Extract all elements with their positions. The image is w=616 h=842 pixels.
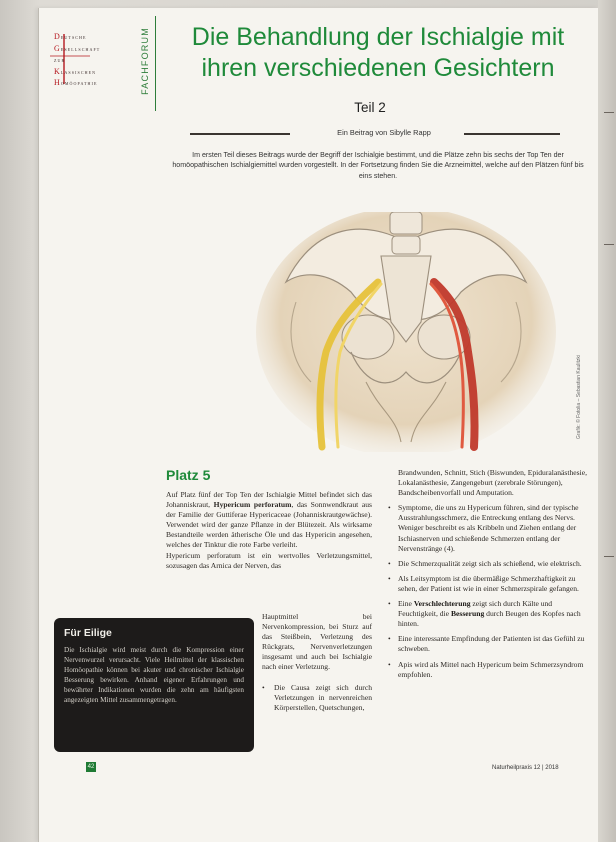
section-divider	[155, 16, 156, 111]
byline: Ein Beitrag von Sibylle Rapp	[337, 128, 431, 137]
bullet-item: • Eine interessante Empfindung der Patienten ist das Gefühl zu schweben.	[388, 634, 588, 654]
article-part: Teil 2	[354, 100, 386, 115]
logo-line: zur	[54, 57, 66, 64]
page-edge	[598, 0, 616, 842]
logo-line: Klassischen	[54, 66, 97, 76]
page-number: 42	[87, 764, 95, 770]
summary-box-title: Für Eilige	[64, 627, 112, 639]
section-label: FACHFORUM	[140, 27, 150, 95]
article-column-left	[166, 490, 372, 571]
paragraph: Hypericum perforatum ist ein wertvolles Verletzungsmittel, sozusagen das Arnica der Nerven, das	[166, 550, 372, 570]
bullet-item: • Symptome, die uns zu Hypericum führen, sind der typische Ausstrahlungsschmerz, die Entreckung entlang des Nervs. Weniger beschreibt es als Kribbeln und Ziehen entlang der Ischiasnerven und schießende Schmerzen entlang der Nervenstränge (4).	[388, 503, 588, 553]
article-intro: Im ersten Teil dieses Beitrags wurde der Begriff der Ischialgie bestimmt, und die Plätze zehn bis sechs der Top Ten der homöopathischen Ischialgiemittel wurden vorgestellt. In der Fortsetzung finden Sie die Arzneimittel, welche auf den Plätzen fünf bis eins stehen.	[172, 151, 584, 180]
article-column-right	[388, 468, 588, 685]
logo-line: Homöopathie	[54, 78, 98, 87]
pelvis-nerve-illustration	[256, 212, 556, 452]
article-title: Die Behandlung der Ischialgie mit ihren verschiedenen Gesichtern	[191, 23, 565, 82]
society-logo	[46, 30, 116, 87]
paragraph: Brandwunden, Schnitt, Stich (Biswunden, Epiduralanästhesie, Lokalanästhesie, Zangengeburt (zerebrale Störungen), Bandscheibenvorfall und Amputation.	[398, 468, 587, 498]
summary-box-text: Die Ischialgie wird meist durch die Kompression einer Nervenwurzel verursacht. Viele Heilmittel der klassischen Homöopathie können bei akuter und chronischer Ischialgie Besserung bewirken. Anhand eigener Erfahrungen und bewährter Indikationen wurden die zehn am häufigsten angezeigten Mittel zusammengetragen.	[64, 646, 244, 704]
bullet-item: • Die Causa zeigt sich durch Verletzungen in nervenreichen Körperstellen, Quetschungen,	[262, 683, 372, 713]
paragraph: Hauptmittel bei Nervenkompression, bei Sturz auf das Steißbein, Verletzung des Rückgrats, Nervenverletzungen insgesamt und auch bei Ischialgie nach einer Verletzung.	[262, 612, 372, 672]
bullet-item: • Eine Verschlechterung zeigt sich durch Kälte und Feuchtigkeit, die Besserung durch Beugen des Kopfes nach hinten.	[388, 599, 588, 629]
byline-row	[190, 127, 570, 141]
logo-line: Deutsche	[54, 32, 87, 41]
logo-line: Gesellschaft	[54, 43, 101, 53]
summary-box	[54, 618, 254, 752]
section-heading: Platz 5	[166, 467, 211, 483]
bullet-item: • Als Leitsymptom ist die übermäßige Schmerzhaftigkeit zu sehen, der Patient ist wie in einer Schmerzspirale gefangen.	[388, 574, 588, 594]
bullet-item: • Apis wird als Mittel nach Hypericum beim Schmerzsyndrom empfohlen.	[388, 660, 588, 680]
image-credit: Grafik: © Fotolia – Sebastian Kaulitzki	[576, 355, 582, 439]
journal-footer: Naturheilpraxis 12 | 2018	[492, 765, 559, 771]
article-column-left-continued	[262, 612, 372, 713]
paragraph: Auf Platz fünf der Top Ten der Ischialgie Mittel befindet sich das Johanniskraut, Hypericum perforatum, das Sonnwendkraut aus der Familie der Guttiferae Hypericaceae (Johanniskrautgewächse). Verwendet wird der ganze Pflanze in der Blütezeit. Als wirksame Bestandteile werden ätherische Öle und das Hypericin angesehen, welches der Tinktur die rote Farbe verleiht.	[166, 490, 372, 550]
bullet-item: • Die Schmerzqualität zeigt sich als schießend, wie elektrisch.	[388, 559, 588, 569]
